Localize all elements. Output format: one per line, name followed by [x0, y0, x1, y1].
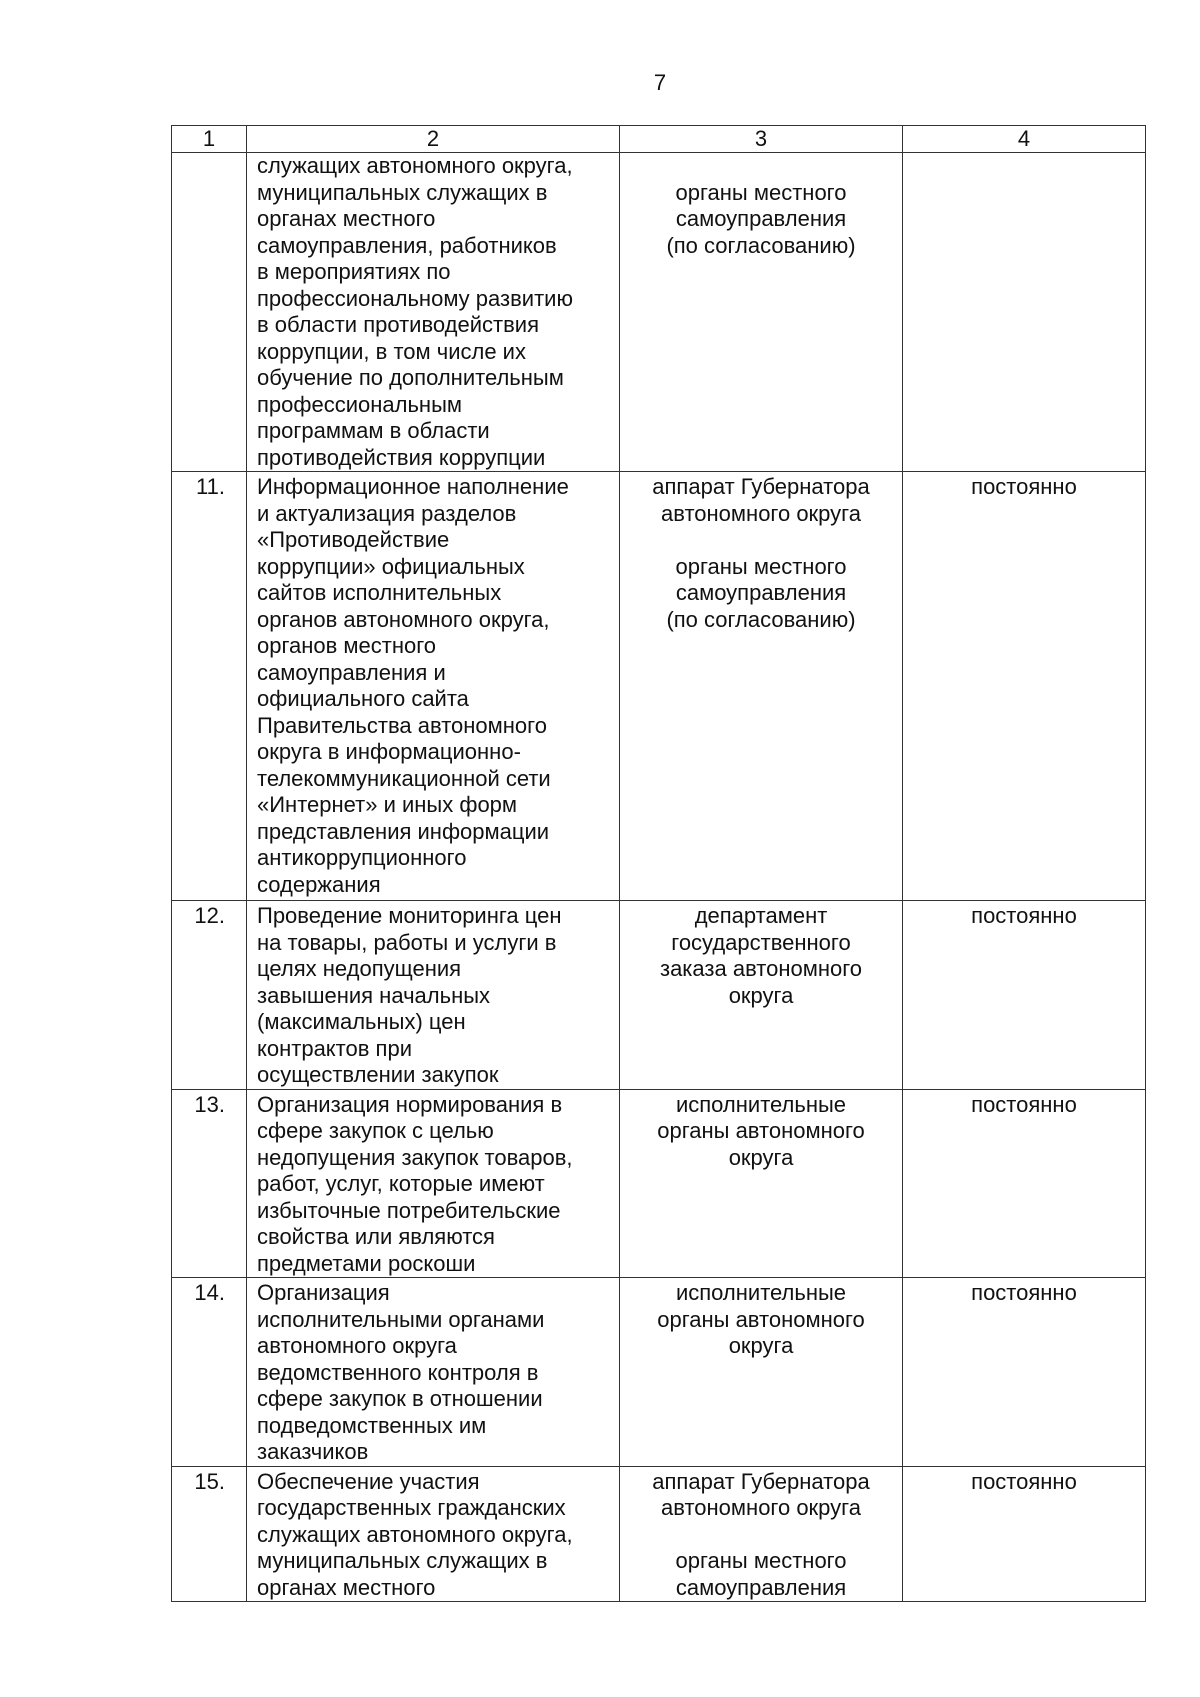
measures-table — [171, 125, 1146, 1602]
responsible-line: заказа автономного — [659, 956, 863, 981]
description-line: работ, услуг, которые имеют — [257, 1171, 545, 1196]
description-line: округа в информационно- — [257, 739, 521, 764]
responsible-executors — [620, 472, 903, 901]
row-number: 15. — [172, 1466, 247, 1602]
description-line: коррупции, в том числе их — [257, 338, 526, 364]
description-line: телекоммуникационной сети — [257, 765, 551, 791]
table-row — [172, 901, 1146, 1090]
description-line: в мероприятиях по — [257, 259, 451, 284]
description-line: органах местного — [257, 206, 436, 231]
description-line: органов автономного округа, — [257, 606, 550, 632]
row-number: 13. — [172, 1089, 247, 1278]
table-row — [172, 1466, 1146, 1602]
responsible-line: самоуправления — [675, 1574, 847, 1600]
responsible-line: аппарат Губернатора — [652, 1468, 870, 1494]
responsible-line: самоуправления — [675, 580, 847, 605]
execution-term: постоянно — [903, 472, 1146, 901]
row-number: 11. — [172, 472, 247, 901]
responsible-line — [626, 153, 896, 180]
responsible-executors — [620, 1089, 903, 1278]
execution-term: постоянно — [903, 1466, 1146, 1602]
description-line: Организация нормирования в — [257, 1091, 563, 1117]
measure-description — [247, 1278, 620, 1467]
row-number: 12. — [172, 901, 247, 1090]
description-line: коррупции» официальных — [257, 553, 525, 579]
responsible-line: автономного округа — [661, 1495, 861, 1520]
row-number — [172, 153, 247, 472]
responsible-line: государственного — [671, 929, 851, 955]
responsible-line: автономного округа — [661, 500, 861, 526]
description-line: осуществлении закупок — [257, 1062, 499, 1087]
column-header-1: 1 — [172, 126, 247, 153]
responsible-executors — [620, 1466, 903, 1602]
column-header-4: 4 — [903, 126, 1146, 153]
description-line: обучение по дополнительным — [257, 365, 564, 390]
execution-term: постоянно — [903, 901, 1146, 1090]
description-line: подведомственных им — [257, 1412, 487, 1438]
table-row — [172, 153, 1146, 472]
description-line: органах местного — [257, 1574, 436, 1600]
responsible-line: округа — [728, 1333, 794, 1358]
responsible-executors — [620, 901, 903, 1090]
description-line: Информационное наполнение — [257, 474, 569, 499]
table-row — [172, 1278, 1146, 1467]
responsible-executors — [620, 153, 903, 472]
responsible-line: округа — [728, 1144, 794, 1170]
responsible-line: самоуправления — [675, 206, 847, 231]
description-line: профессиональному развитию — [257, 285, 573, 311]
description-line: официального сайта — [257, 686, 469, 711]
column-header-2: 2 — [247, 126, 620, 153]
responsible-line: (по согласованию) — [666, 606, 856, 632]
description-line: сайтов исполнительных — [257, 580, 502, 605]
responsible-line: (по согласованию) — [666, 232, 856, 258]
description-line: государственных гражданских — [257, 1495, 566, 1520]
description-line: недопущения закупок товаров, — [257, 1144, 573, 1170]
description-line: «Интернет» и иных форм — [257, 792, 518, 817]
description-line: служащих автономного округа, — [257, 153, 573, 178]
description-line: «Противодействие — [257, 527, 450, 552]
table-header-row — [172, 126, 1146, 153]
description-line: профессиональным — [257, 391, 463, 417]
measure-description — [247, 901, 620, 1090]
description-line: предметами роскоши — [257, 1250, 476, 1276]
responsible-line: органы местного — [675, 179, 847, 205]
description-line: Обеспечение участия — [257, 1468, 480, 1494]
description-line: автономного округа — [257, 1333, 457, 1358]
description-line: завышения начальных — [257, 982, 491, 1008]
description-line: контрактов при — [257, 1035, 412, 1061]
responsible-line: органы автономного — [657, 1118, 865, 1143]
responsible-line: департамент — [694, 903, 828, 928]
table-row — [172, 472, 1146, 901]
description-line: программам в области — [257, 418, 490, 443]
description-line: противодействия коррупции — [257, 444, 546, 470]
measure-description — [247, 1466, 620, 1602]
row-number: 14. — [172, 1278, 247, 1467]
description-line: избыточные потребительские — [257, 1197, 561, 1223]
measure-description — [247, 1089, 620, 1278]
responsible-line: органы автономного — [657, 1306, 865, 1332]
column-header-3: 3 — [620, 126, 903, 153]
measure-description — [247, 153, 620, 472]
description-line: антикоррупционного — [257, 845, 467, 870]
description-line: самоуправления и — [257, 659, 446, 685]
description-line: исполнительными органами — [257, 1306, 545, 1332]
responsible-line: округа — [728, 982, 794, 1008]
execution-term: постоянно — [903, 1089, 1146, 1278]
execution-term — [903, 153, 1146, 472]
table-row — [172, 1089, 1146, 1278]
description-line: самоуправления, работников — [257, 232, 557, 258]
responsible-executors — [620, 1278, 903, 1467]
description-line: заказчиков — [257, 1439, 369, 1464]
responsible-line: исполнительные — [675, 1091, 847, 1117]
description-line: органов местного — [257, 633, 437, 658]
description-line: служащих автономного округа, — [257, 1521, 573, 1547]
description-line: Организация — [257, 1280, 390, 1305]
execution-term: постоянно — [903, 1278, 1146, 1467]
description-line: сфере закупок с целью — [257, 1118, 494, 1143]
description-line: ведомственного контроля в — [257, 1359, 539, 1385]
description-line: Проведение мониторинга цен — [257, 903, 562, 928]
description-line: содержания — [257, 871, 381, 897]
description-line: Правительства автономного — [257, 712, 547, 738]
page-number: 7 — [653, 70, 667, 95]
description-line: представления информации — [257, 818, 550, 844]
description-line: на товары, работы и услуги в — [257, 929, 557, 955]
responsible-line: органы местного — [675, 553, 847, 579]
description-line: в области противодействия — [257, 312, 539, 337]
responsible-line: исполнительные — [675, 1280, 847, 1305]
responsible-line — [626, 1522, 896, 1549]
description-line: целях недопущения — [257, 956, 462, 981]
description-line: и актуализация разделов — [257, 500, 517, 526]
description-line: муниципальных служащих в — [257, 1548, 548, 1573]
description-line: сфере закупок в отношении — [257, 1386, 543, 1411]
responsible-line: органы местного — [675, 1548, 847, 1573]
description-line: (максимальных) цен — [257, 1009, 466, 1034]
description-line: свойства или являются — [257, 1224, 495, 1249]
measure-description — [247, 472, 620, 901]
responsible-line — [626, 527, 896, 554]
responsible-line: аппарат Губернатора — [652, 474, 870, 499]
description-line: муниципальных служащих в — [257, 179, 548, 205]
